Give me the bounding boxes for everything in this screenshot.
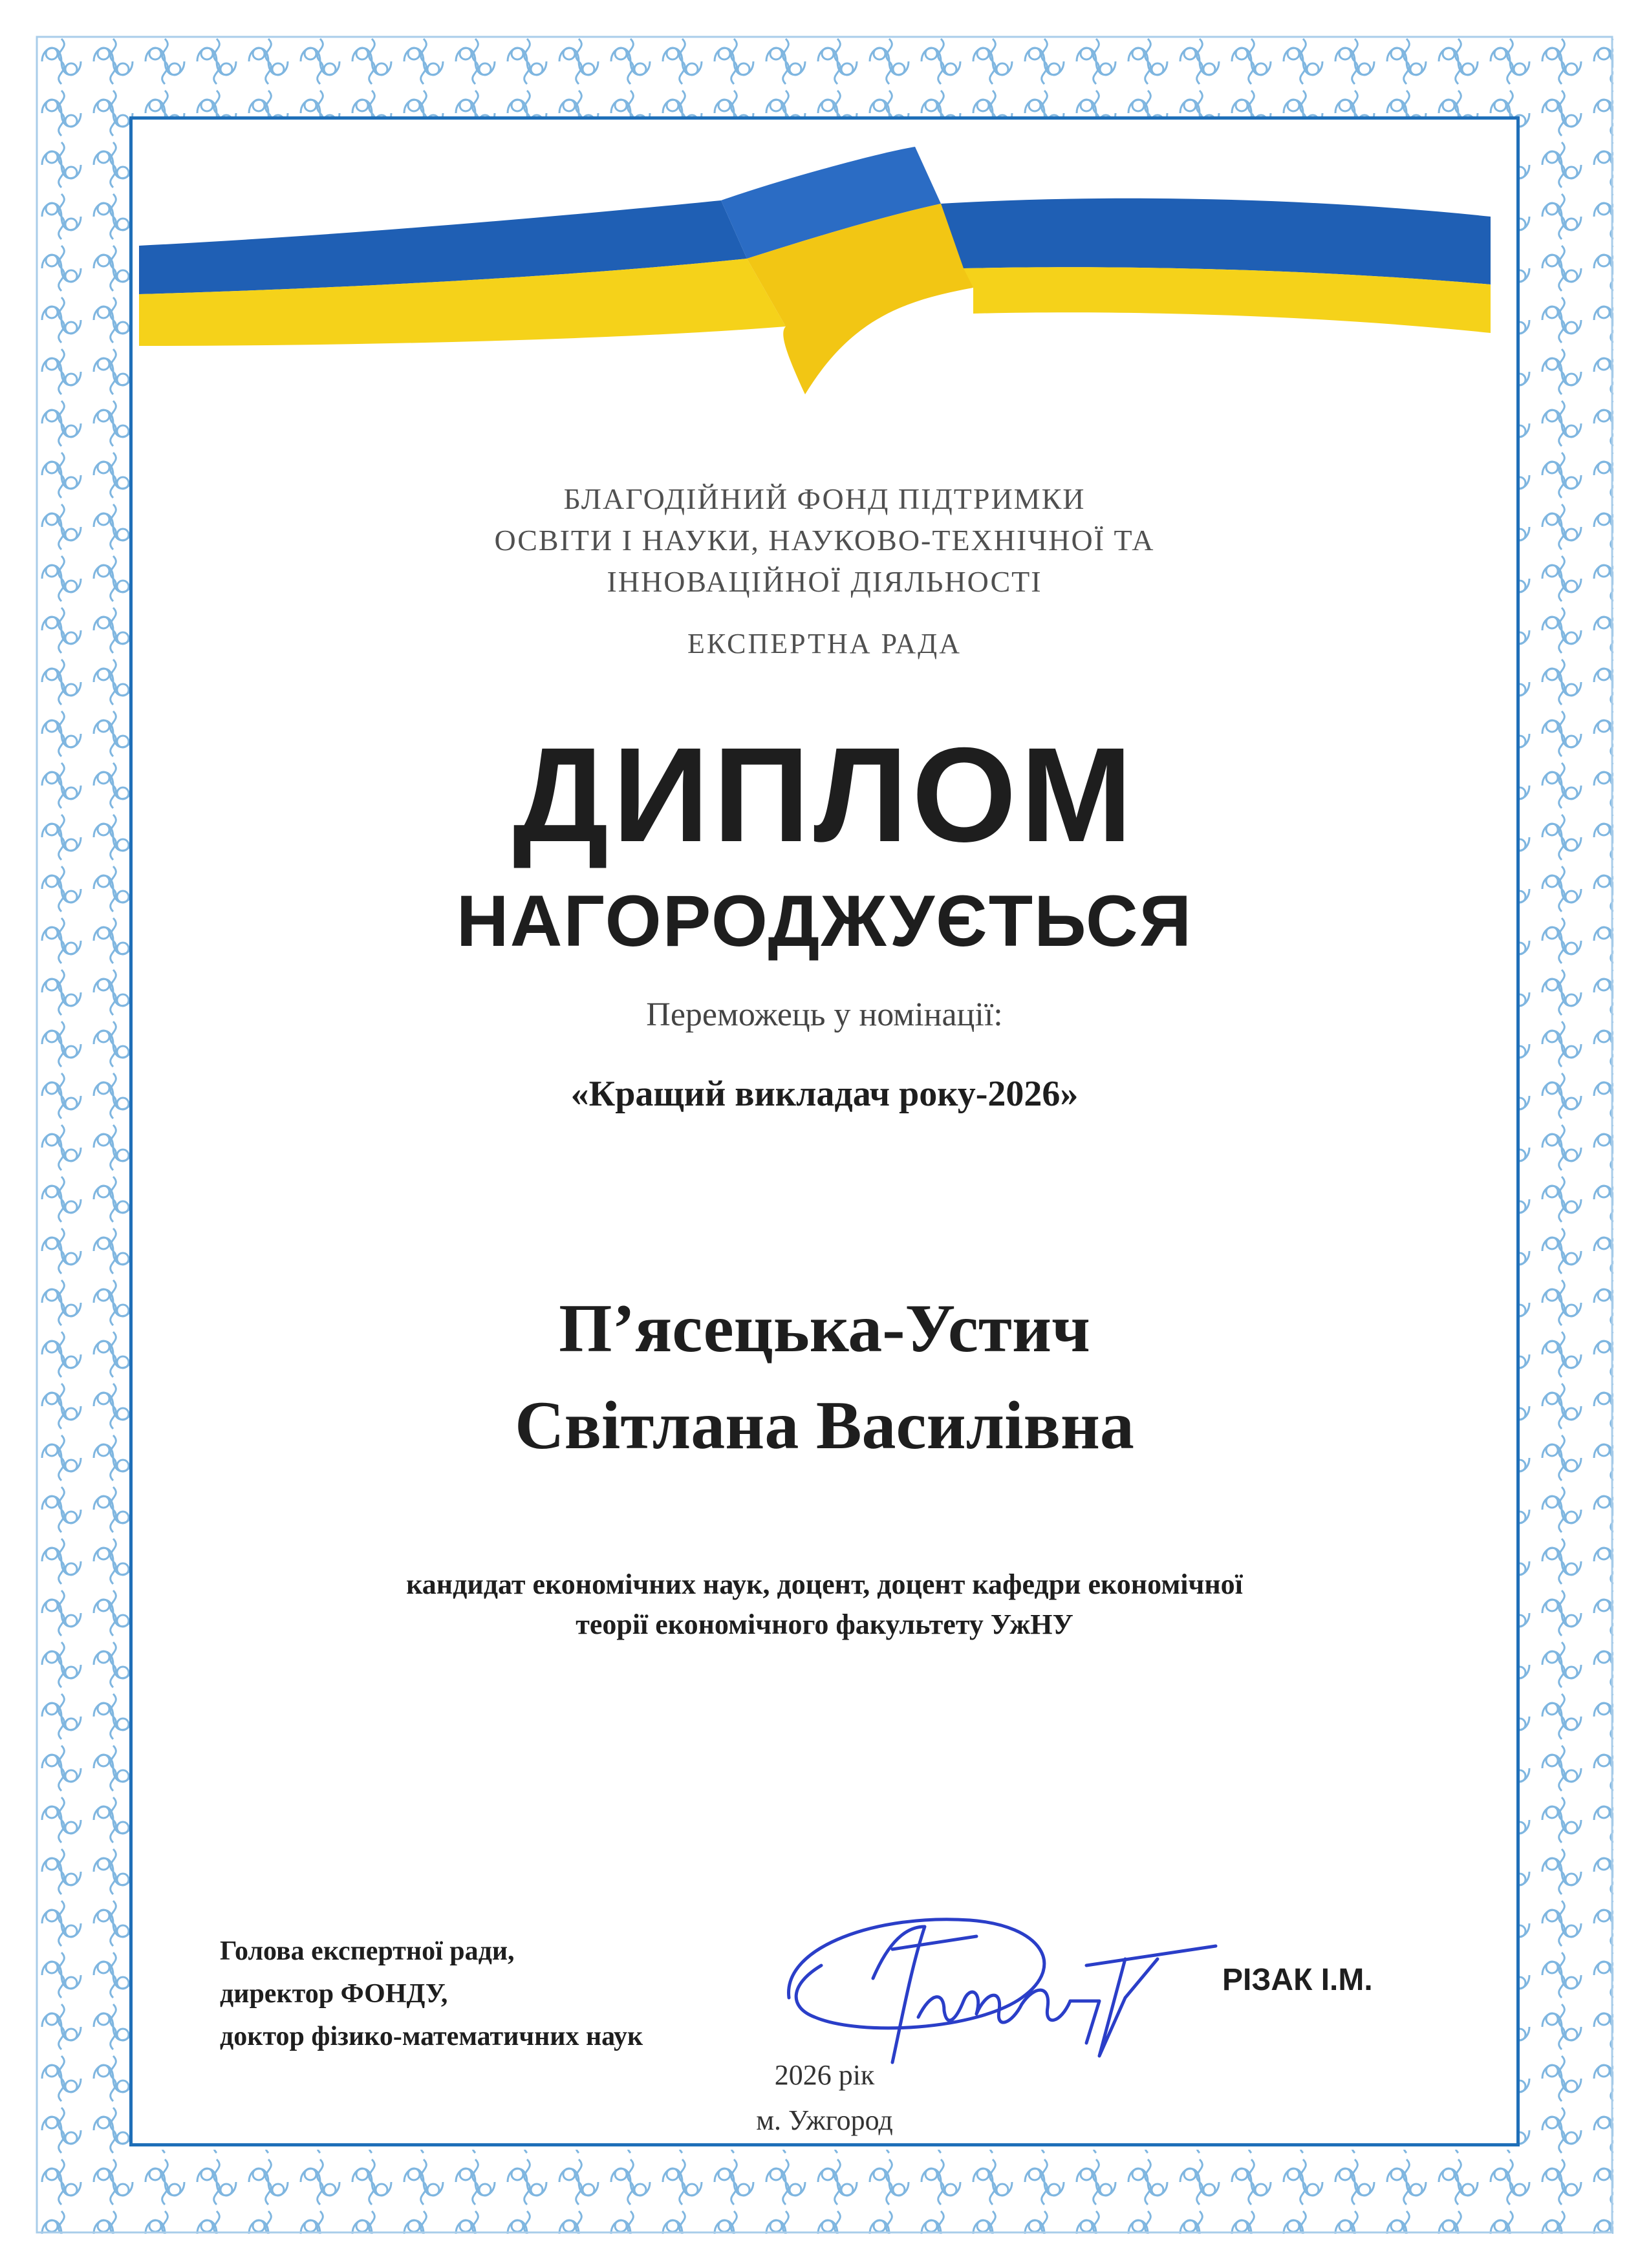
foundation-line-2: ОСВІТИ І НАУКИ, НАУКОВО-ТЕХНІЧНОЇ ТА: [494, 524, 1155, 557]
signatory-line-2: директор ФОНДУ,: [220, 1979, 448, 2009]
expert-council-label: ЕКСПЕРТНА РАДА: [687, 628, 962, 659]
footer: [194, 2053, 1455, 2143]
signatory-name: РІЗАК І.М.: [1222, 1963, 1373, 1997]
recipient-given-names: Світлана Василівна: [515, 1387, 1134, 1463]
footer-city: м. Ужгород: [756, 2104, 893, 2136]
recipient-position: [194, 1565, 1455, 1645]
position-line-2: теорії економічного факультету УжНУ: [576, 1609, 1073, 1640]
diploma-title: ДИПЛОМ: [512, 720, 1137, 870]
foundation-name: [194, 478, 1455, 603]
foundation-line-1: БЛАГОДІЙНИЙ ФОНД ПІДТРИМКИ: [563, 482, 1086, 515]
position-line-1: кандидат економічних наук, доцент, доцент кафедри економічної: [406, 1568, 1243, 1600]
signatory-line-1: Голова експертної ради,: [220, 1936, 515, 1966]
nomination-label: Переможець у номінації:: [646, 996, 1003, 1033]
ukrainian-flag-ribbon: [139, 139, 1510, 411]
awarded-heading: НАГОРОДЖУЄТЬСЯ: [456, 881, 1193, 961]
footer-year: 2026 рік: [774, 2059, 875, 2091]
recipient-surname: П’ясецька-Устич: [559, 1290, 1090, 1366]
foundation-line-3: ІННОВАЦІЙНОЇ ДІЯЛЬНОСТІ: [607, 565, 1042, 598]
signatory-title: [220, 1930, 802, 2058]
nomination-title: «Кращий викладач року-2026»: [570, 1074, 1079, 1114]
inner-frame: [129, 116, 1520, 2146]
signatory-line-3: доктор фізико-математичних наук: [220, 2022, 643, 2051]
recipient-name: [194, 1280, 1455, 1474]
